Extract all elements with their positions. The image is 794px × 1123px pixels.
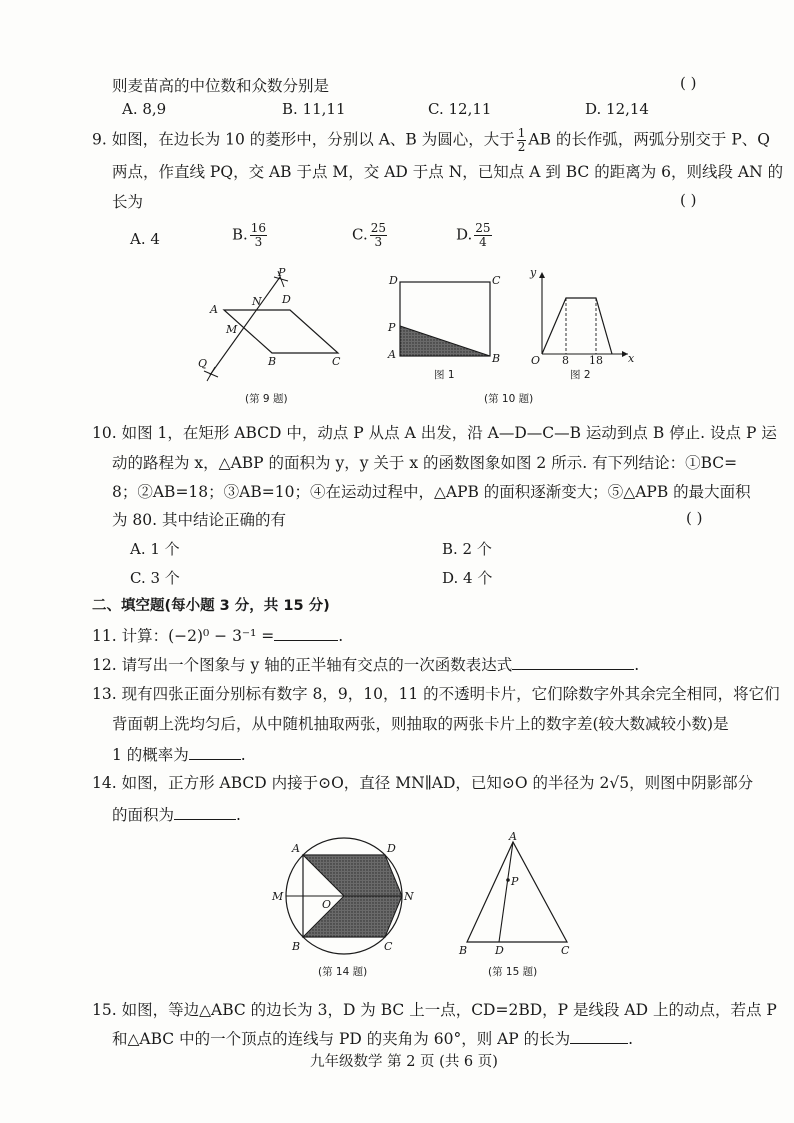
- label-b: B: [268, 355, 277, 368]
- label-c: C: [332, 355, 341, 368]
- label-c: C: [384, 940, 393, 953]
- q9-line1-a: 9. 如图，在边长为 10 的菱形中，分别以 A、B 为圆心，大于: [92, 130, 515, 149]
- section-2-heading: 二、填空题(每小题 3 分，共 15 分): [92, 598, 330, 614]
- point-p: [506, 878, 510, 882]
- figure-15-triangle: [455, 832, 585, 960]
- q12: 12. 请写出一个图象与 y 轴的正半轴有交点的一次函数表达式 .: [92, 656, 640, 674]
- q9-frac-num: 1: [517, 126, 526, 140]
- fig15-caption: (第 15 题): [488, 966, 538, 978]
- label-n: N: [252, 295, 262, 308]
- q13-blank[interactable]: [189, 744, 241, 760]
- fig10-label2: 图 2: [570, 369, 591, 381]
- label-y: y: [530, 266, 537, 279]
- tick-8: 8: [562, 354, 569, 367]
- label-p: P: [388, 321, 396, 334]
- q10-option-c: C. 3 个: [130, 569, 180, 587]
- q13-line1: 13. 现有四张正面分别标有数字 8，9，10，11 的不透明卡片，它们除数字外其余完全相同，将它们: [92, 685, 780, 703]
- q10-line4: 为 80. 其中结论正确的有: [112, 511, 287, 529]
- q11-blank[interactable]: [274, 625, 338, 641]
- q8-tail: 则麦苗高的中位数和众数分别是: [112, 77, 330, 95]
- q8-option-d: D. 12,14: [585, 100, 649, 118]
- q11-text: 11. 计算：(−2)⁰ − 3⁻¹ =: [92, 627, 275, 645]
- q13-line3: 1 的概率为 .: [112, 746, 246, 764]
- q12-text: 12. 请写出一个图象与 y 轴的正半轴有交点的一次函数表达式: [92, 656, 513, 674]
- label-b: B: [292, 940, 301, 953]
- q8-option-a: A. 8,9: [122, 100, 167, 118]
- q9-line2: 两点，作直线 PQ，交 AB 于点 M，交 AD 于点 N，已知点 A 到 BC 的距离为 6，则线段 AN 的: [112, 163, 784, 181]
- page-footer: 九年级数学 第 2 页 (共 6 页): [310, 1054, 498, 1070]
- label-d: D: [282, 293, 291, 306]
- q14-blank[interactable]: [174, 804, 236, 820]
- q10-paren: ( ): [686, 509, 703, 527]
- label-d: D: [389, 274, 398, 287]
- q9-frac-den: 2: [517, 140, 526, 154]
- fig10-caption: (第 10 题): [484, 393, 534, 405]
- label-b: B: [492, 352, 501, 365]
- q9-line1: [92, 127, 770, 154]
- label-x: x: [628, 352, 635, 365]
- tick-18: 18: [589, 354, 603, 367]
- q10-option-b: B. 2 个: [442, 540, 492, 558]
- q15-line2: 和△ABC 中的一个顶点的连线与 PD 的夹角为 60°，则 AP 的长为 .: [112, 1030, 634, 1048]
- label-p: P: [511, 875, 519, 888]
- q9-paren: ( ): [680, 191, 697, 209]
- q9-option-c: C. $\frac{25}{3}$: [352, 221, 386, 249]
- fig9-caption: (第 9 题): [245, 393, 288, 405]
- label-d: D: [387, 842, 396, 855]
- q11: 11. 计算：(−2)⁰ − 3⁻¹ = .: [92, 627, 344, 645]
- fig10-label1: 图 1: [434, 369, 455, 381]
- graph-line: [542, 298, 612, 354]
- q14-line2: 的面积为 .: [112, 806, 241, 824]
- label-n: N: [404, 890, 414, 903]
- q9-fraction: [517, 127, 527, 154]
- q13-line2: 背面朝上洗均匀后，从中随机抽取两张，则抽取的两张卡片上的数字差(较大数减较小数)是: [112, 715, 729, 733]
- label-a: A: [388, 348, 396, 361]
- y-arrow: [539, 272, 545, 278]
- q12-blank[interactable]: [512, 654, 634, 670]
- label-m: M: [272, 890, 284, 903]
- label-o: O: [322, 898, 332, 911]
- q15-blank[interactable]: [570, 1028, 628, 1044]
- q9-option-d: D. $\frac{25}{4}$: [456, 221, 491, 249]
- label-p: P: [278, 266, 286, 279]
- label-o: O: [531, 354, 541, 367]
- figure-9-rhombus: [190, 265, 360, 385]
- q9-option-a: A. 4: [130, 230, 160, 248]
- q8-option-b: B. 11,11: [282, 100, 346, 118]
- label-a: A: [210, 303, 218, 316]
- q10-line3: 8；②AB=18；③AB=10；④在运动过程中，△APB 的面积逐渐变大；⑤△APB 的最大面积: [112, 483, 751, 501]
- label-c: C: [561, 944, 570, 957]
- label-a: A: [292, 842, 300, 855]
- q14-line1: 14. 如图，正方形 ABCD 内接于⊙O，直径 MN∥AD，已知⊙O 的半径为 2√5，则图中阴影部分: [92, 774, 754, 792]
- shaded-triangle: [400, 326, 490, 356]
- q15-line1: 15. 如图，等边△ABC 的边长为 3，D 为 BC 上一点，CD=2BD，P 是线段 AD 上的动点，若点 P: [92, 1001, 777, 1019]
- fig14-caption: (第 14 题): [318, 966, 368, 978]
- triangle-abc: [467, 842, 567, 942]
- label-m: M: [226, 323, 238, 336]
- figure-10-graph: [528, 266, 638, 366]
- q9-line3: 长为: [112, 193, 144, 211]
- q8-paren: ( ): [680, 74, 697, 92]
- q10-line1: 10. 如图 1，在矩形 ABCD 中，动点 P 从点 A 出发，沿 A—D—C—B 运动到点 B 停止. 设点 P 运: [92, 424, 777, 442]
- label-d: D: [495, 944, 504, 957]
- label-q: Q: [198, 357, 208, 370]
- q10-line2: 动的路程为 x，△ABP 的面积为 y，y 关于 x 的函数图象如图 2 所示. 有下列结论：①BC=: [112, 454, 738, 472]
- q9-line1-b: AB 的长作弧，两弧分别交于 P、Q: [528, 130, 770, 149]
- q10-option-d: D. 4 个: [442, 569, 493, 587]
- figure-14-circle: [270, 836, 420, 966]
- q10-option-a: A. 1 个: [130, 540, 180, 558]
- q9-option-b: B. $\frac{16}{3}$: [232, 221, 267, 249]
- label-a: A: [509, 830, 517, 843]
- label-c: C: [492, 274, 501, 287]
- q8-option-c: C. 12,11: [428, 100, 492, 118]
- figure-10-rectangle: [388, 270, 508, 368]
- label-b: B: [459, 944, 468, 957]
